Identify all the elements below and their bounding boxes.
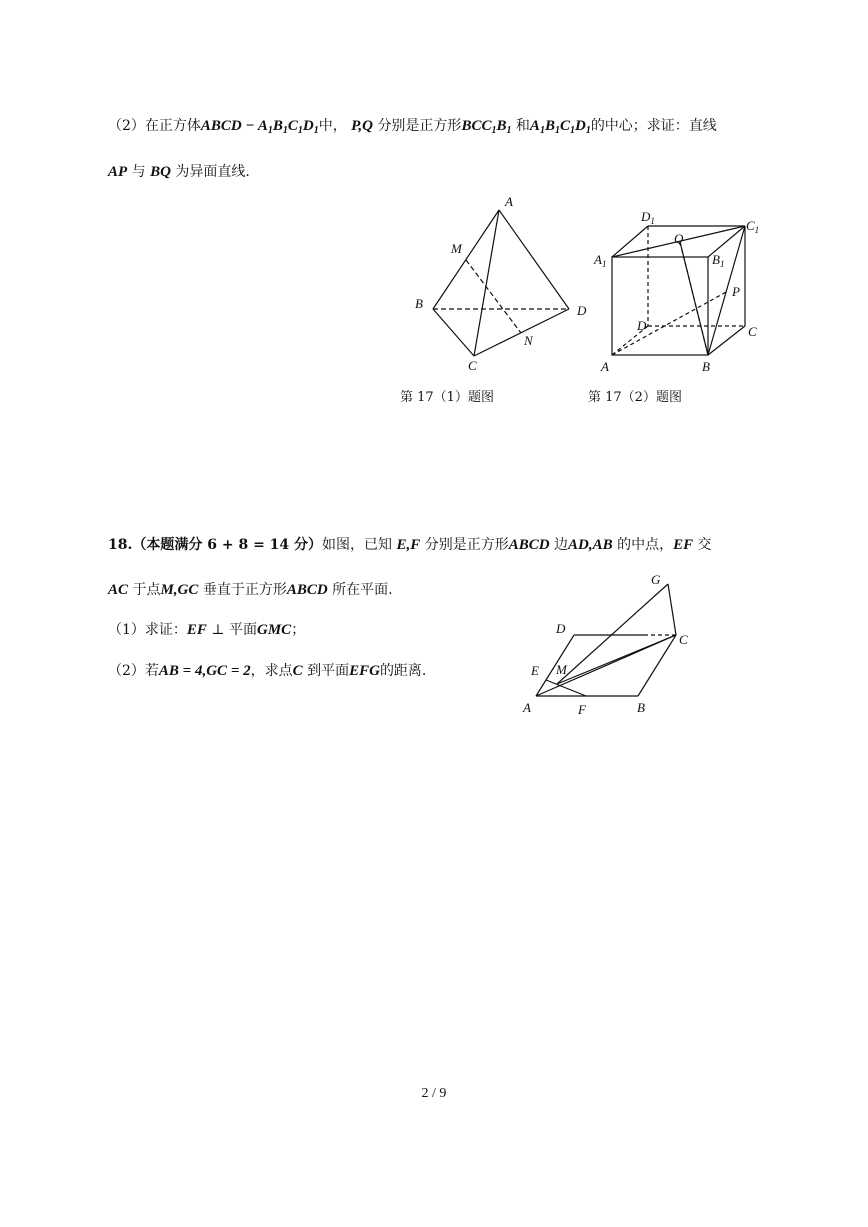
label-C1: $C_1$ [746, 218, 760, 235]
q18-line2: AC 于点M,GC 垂直于正方形ABCD 所在平面. [108, 582, 393, 598]
label-C: C [468, 358, 477, 373]
label-M: M [451, 241, 462, 256]
label-D: D [637, 318, 647, 333]
page-number: 2 / 9 [421, 1086, 447, 1101]
q17-part2-line1: （2）在正方体ABCD − $A_1B_1C_1D_1$中， P,Q 分别是正方形$BCC_1B_1$ 和$A_1B_1C_1D_1$的中心；求证：直线 [108, 118, 717, 136]
label-B: B [415, 296, 423, 311]
label-B: B [702, 359, 710, 374]
label-P: P [732, 284, 740, 299]
label-B1: $B_1$ [712, 252, 725, 269]
label-N: N [524, 333, 533, 348]
label-F: F [578, 702, 586, 717]
label-C: C [679, 632, 688, 647]
q17-part2-line2: AP 与 BQ 为异面直线. [108, 164, 250, 180]
label-A: A [601, 359, 609, 374]
label-A1: $A_1$ [594, 252, 607, 269]
label-A: A [523, 700, 531, 715]
label-Q: Q [674, 231, 684, 246]
label-D1: $D_1$ [641, 209, 655, 226]
label-G: G [651, 572, 661, 587]
label-D: D [556, 621, 566, 636]
label-E: E [531, 663, 539, 678]
label-B: B [637, 700, 645, 715]
q18-line1: 18.（本题满分 6 + 8 = 14 分）如图，已知 E,F 分别是正方形ABCD 边AD,AB 的中点，EF 交 [108, 537, 712, 553]
q18-part2: （2）若AB = 4,GC = 2，求点C 到平面EFG的距离. [108, 663, 427, 679]
label-M: M [556, 662, 567, 677]
caption-fig1: 第 17（1）题图 [400, 390, 494, 405]
label-A: A [505, 194, 513, 209]
label-D: D [577, 303, 587, 318]
caption-fig2: 第 17（2）题图 [588, 390, 682, 405]
q18-part1: （1）求证：EF ⊥ 平面GMC； [108, 622, 306, 638]
label-C: C [748, 324, 757, 339]
